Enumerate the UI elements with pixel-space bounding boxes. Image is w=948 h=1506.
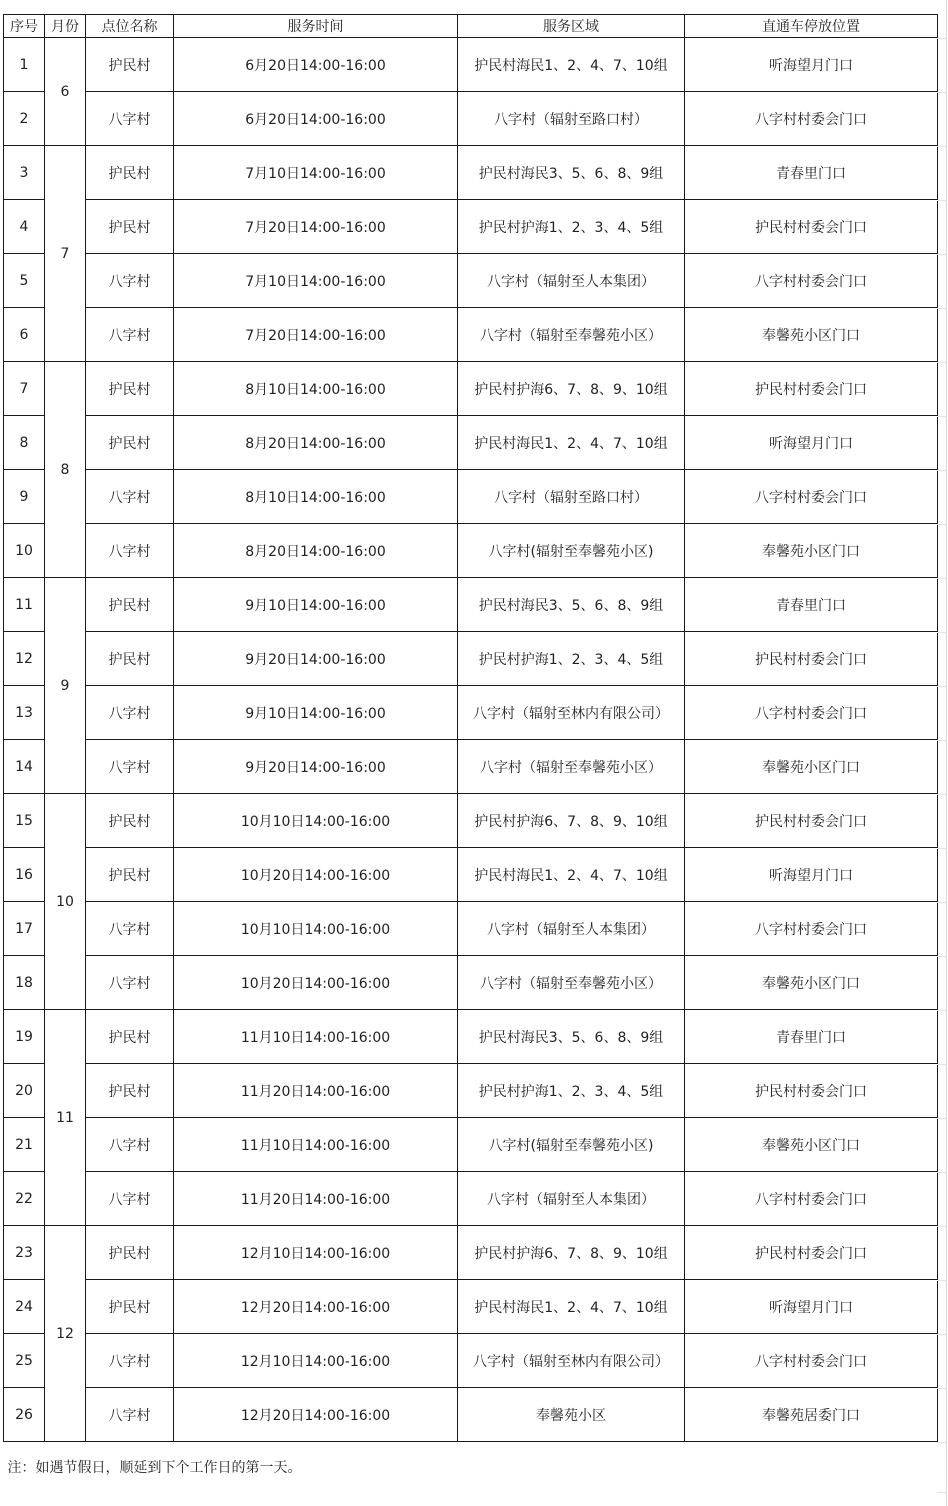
- cell-seq: 15: [4, 794, 45, 848]
- cell-area: 八字村（辐射至路口村）: [458, 470, 685, 524]
- table-row: [4, 1010, 938, 1064]
- table-row: [4, 794, 938, 848]
- cell-site: 护民村: [86, 794, 174, 848]
- cell-area: 奉馨苑小区: [458, 1388, 685, 1442]
- cell-time: 6月20日14:00-16:00: [174, 38, 458, 92]
- cell-seq: 7: [4, 362, 45, 416]
- cell-site: 八字村: [86, 1334, 174, 1388]
- cell-site: 护民村: [86, 362, 174, 416]
- header-row: [4, 15, 938, 38]
- cell-time: 12月20日14:00-16:00: [174, 1280, 458, 1334]
- cell-time: 9月10日14:00-16:00: [174, 686, 458, 740]
- cell-stop: 八字村村委会门口: [685, 1334, 938, 1388]
- cell-stop: 青春里门口: [685, 146, 938, 200]
- grid-tick: [937, 254, 947, 255]
- cell-stop: 八字村村委会门口: [685, 92, 938, 146]
- cell-site: 八字村: [86, 470, 174, 524]
- grid-tick: [937, 902, 947, 903]
- cell-stop: 青春里门口: [685, 1010, 938, 1064]
- cell-area: 护民村海民1、2、4、7、10组: [458, 38, 685, 92]
- cell-seq: 5: [4, 254, 45, 308]
- cell-seq: 19: [4, 1010, 45, 1064]
- cell-stop: 护民村村委会门口: [685, 362, 938, 416]
- cell-seq: 16: [4, 848, 45, 902]
- cell-area: 护民村护海1、2、3、4、5组: [458, 1064, 685, 1118]
- cell-area: 护民村护海6、7、8、9、10组: [458, 794, 685, 848]
- grid-tick: [937, 1064, 947, 1065]
- cell-area: 八字村（辐射至奉馨苑小区）: [458, 308, 685, 362]
- table-row: [4, 416, 938, 470]
- grid-tick: [937, 848, 947, 849]
- cell-site: 八字村: [86, 524, 174, 578]
- cell-seq: 18: [4, 956, 45, 1010]
- table-row: [4, 848, 938, 902]
- cell-area: 护民村海民3、5、6、8、9组: [458, 146, 685, 200]
- cell-seq: 20: [4, 1064, 45, 1118]
- table-row: [4, 254, 938, 308]
- cell-seq: 8: [4, 416, 45, 470]
- cell-area: 护民村护海6、7、8、9、10组: [458, 362, 685, 416]
- cell-stop: 奉馨苑居委门口: [685, 1388, 938, 1442]
- cell-stop: 奉馨苑小区门口: [685, 740, 938, 794]
- cell-area: 护民村海民3、5、6、8、9组: [458, 1010, 685, 1064]
- grid-tick: [937, 38, 947, 39]
- cell-time: 10月10日14:00-16:00: [174, 902, 458, 956]
- header-area: 服务区域: [458, 15, 685, 38]
- cell-month: 9: [45, 578, 86, 794]
- cell-site: 护民村: [86, 38, 174, 92]
- cell-stop: 护民村村委会门口: [685, 632, 938, 686]
- table-row: [4, 1172, 938, 1226]
- cell-seq: 2: [4, 92, 45, 146]
- table-row: [4, 902, 938, 956]
- grid-tick: [937, 956, 947, 957]
- cell-site: 八字村: [86, 254, 174, 308]
- table-row: [4, 1118, 938, 1172]
- cell-seq: 23: [4, 1226, 45, 1280]
- cell-time: 12月10日14:00-16:00: [174, 1334, 458, 1388]
- cell-time: 11月20日14:00-16:00: [174, 1172, 458, 1226]
- cell-stop: 奉馨苑小区门口: [685, 1118, 938, 1172]
- cell-site: 护民村: [86, 1226, 174, 1280]
- cell-area: 八字村(辐射至奉馨苑小区): [458, 1118, 685, 1172]
- table-row: [4, 1334, 938, 1388]
- grid-tick: [937, 794, 947, 795]
- table-row: [4, 470, 938, 524]
- table-row: [4, 146, 938, 200]
- table-body: [4, 38, 938, 1442]
- cell-stop: 奉馨苑小区门口: [685, 308, 938, 362]
- cell-site: 护民村: [86, 1010, 174, 1064]
- table-row: [4, 740, 938, 794]
- grid-tick: [937, 308, 947, 309]
- cell-area: 八字村（辐射至奉馨苑小区）: [458, 956, 685, 1010]
- table-row: [4, 308, 938, 362]
- cell-time: 12月10日14:00-16:00: [174, 1226, 458, 1280]
- cell-area: 八字村（辐射至奉馨苑小区）: [458, 740, 685, 794]
- cell-month: 10: [45, 794, 86, 1010]
- cell-area: 护民村海民1、2、4、7、10组: [458, 1280, 685, 1334]
- cell-time: 10月20日14:00-16:00: [174, 848, 458, 902]
- cell-stop: 护民村村委会门口: [685, 1064, 938, 1118]
- cell-area: 八字村（辐射至人本集团）: [458, 254, 685, 308]
- cell-stop: 护民村村委会门口: [685, 1226, 938, 1280]
- cell-time: 7月10日14:00-16:00: [174, 146, 458, 200]
- table-row: [4, 686, 938, 740]
- table-row: [4, 1388, 938, 1442]
- table-row: [4, 1226, 938, 1280]
- table-row: [4, 92, 938, 146]
- cell-time: 11月10日14:00-16:00: [174, 1010, 458, 1064]
- cell-site: 八字村: [86, 740, 174, 794]
- cell-seq: 22: [4, 1172, 45, 1226]
- cell-stop: 听海望月门口: [685, 416, 938, 470]
- table-row: [4, 632, 938, 686]
- cell-stop: 八字村村委会门口: [685, 1172, 938, 1226]
- cell-site: 八字村: [86, 956, 174, 1010]
- header-month: 月份: [45, 15, 86, 38]
- cell-time: 6月20日14:00-16:00: [174, 92, 458, 146]
- cell-time: 9月10日14:00-16:00: [174, 578, 458, 632]
- cell-seq: 3: [4, 146, 45, 200]
- cell-time: 9月20日14:00-16:00: [174, 740, 458, 794]
- cell-time: 9月20日14:00-16:00: [174, 632, 458, 686]
- cell-seq: 4: [4, 200, 45, 254]
- grid-tick: [937, 146, 947, 147]
- cell-area: 护民村护海1、2、3、4、5组: [458, 200, 685, 254]
- cell-area: 八字村（辐射至人本集团）: [458, 902, 685, 956]
- grid-tick: [937, 1334, 947, 1335]
- cell-site: 护民村: [86, 1280, 174, 1334]
- header-stop: 直通车停放位置: [685, 15, 938, 38]
- cell-month: 7: [45, 146, 86, 362]
- cell-area: 八字村（辐射至路口村）: [458, 92, 685, 146]
- cell-area: 八字村（辐射至人本集团）: [458, 1172, 685, 1226]
- grid-tick: [937, 740, 947, 741]
- grid-tick: [937, 578, 947, 579]
- cell-seq: 10: [4, 524, 45, 578]
- cell-seq: 6: [4, 308, 45, 362]
- cell-time: 8月20日14:00-16:00: [174, 416, 458, 470]
- cell-stop: 奉馨苑小区门口: [685, 524, 938, 578]
- cell-time: 8月10日14:00-16:00: [174, 362, 458, 416]
- cell-stop: 八字村村委会门口: [685, 686, 938, 740]
- table-row: [4, 200, 938, 254]
- cell-stop: 听海望月门口: [685, 848, 938, 902]
- grid-tick: [937, 1118, 947, 1119]
- table-row: [4, 578, 938, 632]
- note-row: [4, 1442, 938, 1493]
- grid-tick: [937, 1172, 947, 1173]
- cell-site: 护民村: [86, 1064, 174, 1118]
- cell-stop: 护民村村委会门口: [685, 200, 938, 254]
- cell-seq: 1: [4, 38, 45, 92]
- cell-area: 八字村(辐射至奉馨苑小区): [458, 524, 685, 578]
- cell-site: 护民村: [86, 416, 174, 470]
- cell-site: 护民村: [86, 848, 174, 902]
- cell-time: 8月10日14:00-16:00: [174, 470, 458, 524]
- grid-tick: [937, 416, 947, 417]
- cell-site: 八字村: [86, 1118, 174, 1172]
- grid-tick: [937, 470, 947, 471]
- cell-area: 八字村（辐射至林内有限公司）: [458, 686, 685, 740]
- grid-tick: [937, 92, 947, 93]
- grid-tick: [937, 1388, 947, 1389]
- cell-site: 八字村: [86, 1388, 174, 1442]
- cell-seq: 17: [4, 902, 45, 956]
- cell-site: 护民村: [86, 632, 174, 686]
- table-row: [4, 1064, 938, 1118]
- cell-site: 护民村: [86, 578, 174, 632]
- cell-time: 7月10日14:00-16:00: [174, 254, 458, 308]
- cell-month: 6: [45, 38, 86, 146]
- cell-area: 护民村海民1、2、4、7、10组: [458, 416, 685, 470]
- service-schedule-table: [3, 14, 938, 1492]
- table-row: [4, 956, 938, 1010]
- cell-stop: 八字村村委会门口: [685, 902, 938, 956]
- cell-stop: 八字村村委会门口: [685, 254, 938, 308]
- header-site: 点位名称: [86, 15, 174, 38]
- cell-stop: 听海望月门口: [685, 38, 938, 92]
- cell-time: 10月20日14:00-16:00: [174, 956, 458, 1010]
- cell-seq: 11: [4, 578, 45, 632]
- cell-area: 护民村海民3、5、6、8、9组: [458, 578, 685, 632]
- grid-tick: [937, 1010, 947, 1011]
- cell-seq: 24: [4, 1280, 45, 1334]
- grid-tick: [937, 1280, 947, 1281]
- cell-site: 八字村: [86, 1172, 174, 1226]
- table-row: [4, 524, 938, 578]
- header-seq: 序号: [4, 15, 45, 38]
- table-row: [4, 362, 938, 416]
- cell-stop: 奉馨苑小区门口: [685, 956, 938, 1010]
- cell-month: 8: [45, 362, 86, 578]
- cell-time: 11月20日14:00-16:00: [174, 1064, 458, 1118]
- cell-stop: 听海望月门口: [685, 1280, 938, 1334]
- cell-time: 12月20日14:00-16:00: [174, 1388, 458, 1442]
- header-time: 服务时间: [174, 15, 458, 38]
- cell-area: 护民村护海1、2、3、4、5组: [458, 632, 685, 686]
- grid-tick: [937, 362, 947, 363]
- grid-tick: [937, 686, 947, 687]
- cell-site: 八字村: [86, 902, 174, 956]
- cell-seq: 9: [4, 470, 45, 524]
- cell-stop: 青春里门口: [685, 578, 938, 632]
- cell-seq: 21: [4, 1118, 45, 1172]
- cell-time: 7月20日14:00-16:00: [174, 200, 458, 254]
- cell-site: 八字村: [86, 92, 174, 146]
- cell-seq: 25: [4, 1334, 45, 1388]
- cell-area: 护民村护海6、7、8、9、10组: [458, 1226, 685, 1280]
- cell-seq: 13: [4, 686, 45, 740]
- cell-time: 11月10日14:00-16:00: [174, 1118, 458, 1172]
- cell-stop: 八字村村委会门口: [685, 470, 938, 524]
- cell-seq: 12: [4, 632, 45, 686]
- cell-time: 10月10日14:00-16:00: [174, 794, 458, 848]
- cell-month: 12: [45, 1226, 86, 1442]
- cell-seq: 14: [4, 740, 45, 794]
- cell-site: 八字村: [86, 308, 174, 362]
- cell-area: 护民村海民1、2、4、7、10组: [458, 848, 685, 902]
- cell-seq: 26: [4, 1388, 45, 1442]
- cell-month: 11: [45, 1010, 86, 1226]
- cell-site: 护民村: [86, 146, 174, 200]
- table-row: [4, 38, 938, 92]
- cell-time: 8月20日14:00-16:00: [174, 524, 458, 578]
- grid-tick: [937, 1492, 947, 1493]
- cell-time: 7月20日14:00-16:00: [174, 308, 458, 362]
- footnote: 注：如遇节假日，顺延到下个工作日的第一天。: [4, 1442, 938, 1493]
- grid-tick: [937, 1442, 947, 1443]
- grid-tick: [937, 632, 947, 633]
- grid-tick: [937, 524, 947, 525]
- cell-stop: 护民村村委会门口: [685, 794, 938, 848]
- cell-area: 八字村（辐射至林内有限公司）: [458, 1334, 685, 1388]
- table-row: [4, 1280, 938, 1334]
- grid-tick: [937, 200, 947, 201]
- cell-site: 八字村: [86, 686, 174, 740]
- grid-tick: [937, 1226, 947, 1227]
- cell-site: 护民村: [86, 200, 174, 254]
